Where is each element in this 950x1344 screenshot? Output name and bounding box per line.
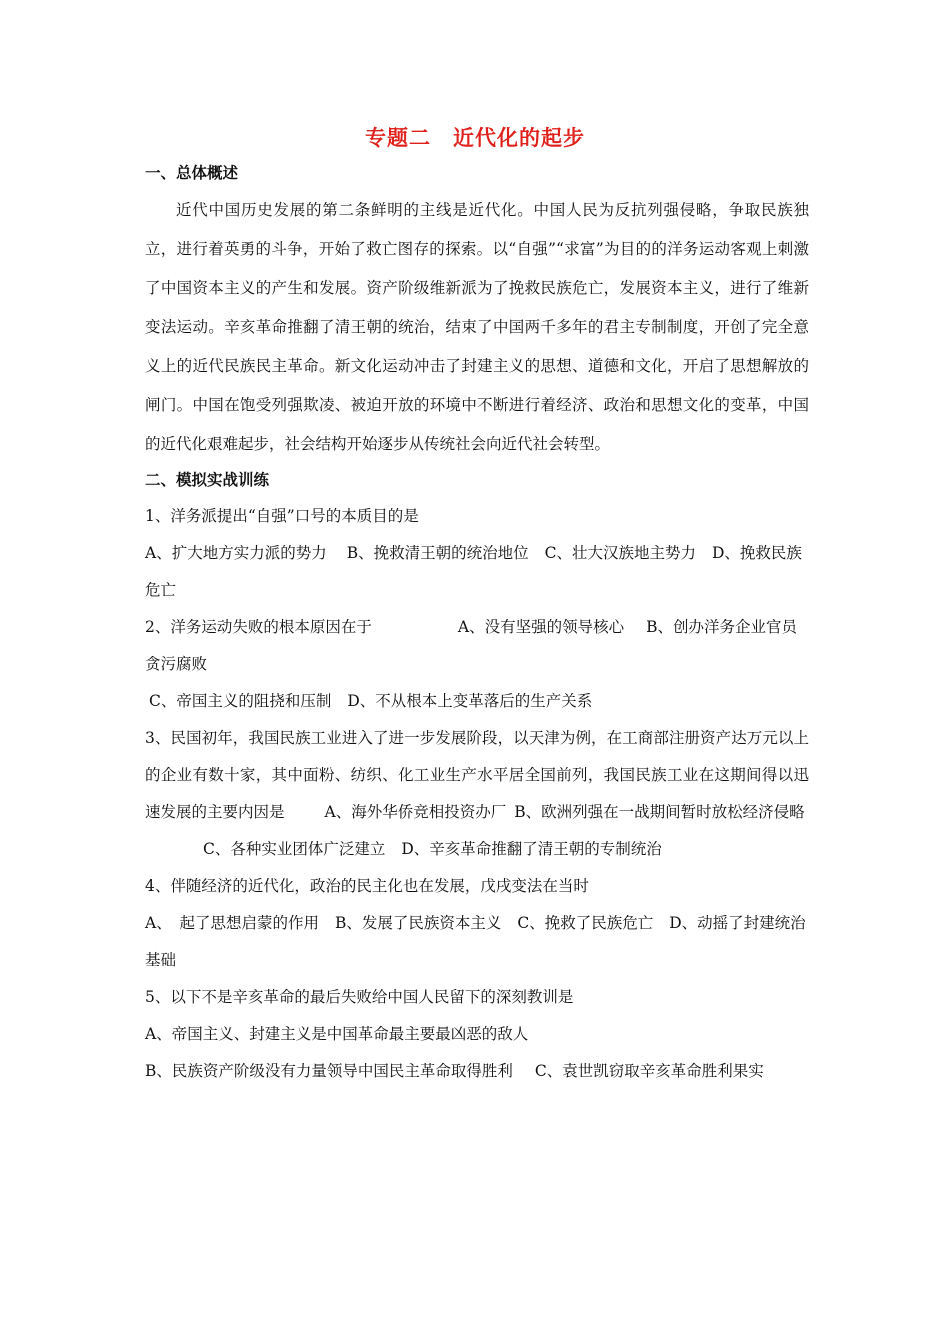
option-a: A、 起了思想启蒙的作用 <box>145 914 319 932</box>
question-stem: 3、民国初年，我国民族工业进入了进一步发展阶段，以天津为例，在工商部注册资产达万元以上的企业有数十家，其中面粉、纺织、化工业生产水平居全国前列，我国民族工业在这期间得以迅速发展的主要内因是 <box>145 729 809 821</box>
question-2 <box>145 609 809 720</box>
option-b: B、挽救清王朝的统治地位 <box>346 544 529 562</box>
option-a: A、没有坚强的领导核心 <box>457 618 625 636</box>
question-1 <box>145 498 809 609</box>
question-stem: 4、伴随经济的近代化，政治的民主化也在发展，戊戌变法在当时 <box>145 877 589 895</box>
option-d: D、辛亥革命推翻了清王朝的专制统治 <box>401 840 662 858</box>
question-options <box>145 905 809 979</box>
document-body <box>145 161 809 1090</box>
option-c: C、袁世凯窃取辛亥革命胜利果实 <box>534 1062 764 1080</box>
question-options <box>145 683 809 720</box>
option-c: C、帝国主义的阻挠和压制 <box>149 692 332 710</box>
overview-paragraph: 近代中国历史发展的第二条鲜明的主线是近代化。中国人民为反抗列强侵略，争取民族独立，进行着英勇的斗争，开始了救亡图存的探索。以“自强”“求富”为目的的洋务运动客观上刺激了中国资本主义的产生和发展。资产阶级维新派为了挽救民族危亡，发展资本主义，进行了维新变法运动。辛亥革命推翻了清王朝的统治，结束了中国两千多年的君主专制制度，开创了完全意义上的近代民族民主革命。新文化运动冲击了封建主义的思想、道德和文化，开启了思想解放的闸门。中国在饱受列强欺凌、被迫开放的环境中不断进行着经济、政治和思想文化的变革，中国的近代化艰难起步，社会结构开始逐步从传统社会向近代社会转型。 <box>145 201 809 453</box>
question-options <box>145 1053 809 1090</box>
question-3 <box>145 720 809 868</box>
question-stem: 1、洋务派提出“自强”口号的本质目的是 <box>145 507 419 525</box>
page-title: 专题二 近代化的起步 <box>365 126 585 150</box>
question-options <box>145 609 809 683</box>
section-heading-practice: 二、模拟实战训练 <box>145 471 270 489</box>
option-a: A、扩大地方实力派的势力 <box>145 544 327 562</box>
option-b: B、欧洲列强在一战期间暂时放松经济侵略 <box>514 803 805 821</box>
question-stem: 5、以下不是辛亥革命的最后失败给中国人民留下的深刻教训是 <box>145 988 574 1006</box>
question-4 <box>145 868 809 979</box>
question-options <box>145 720 809 831</box>
question-5 <box>145 979 809 1090</box>
question-stem: 2、洋务运动失败的根本原因在于 <box>145 618 372 636</box>
option-b: B、民族资产阶级没有力量领导中国民主革命取得胜利 <box>145 1062 513 1080</box>
option-c: C、挽救了民族危亡 <box>517 914 654 932</box>
option-c: C、各种实业团体广泛建立 <box>203 840 386 858</box>
option-b: B、发展了民族资本主义 <box>334 914 502 932</box>
section-heading-overview: 一、总体概述 <box>145 164 239 182</box>
question-options <box>145 831 809 868</box>
option-c: C、壮大汉族地主势力 <box>544 544 696 562</box>
option-a: A、帝国主义、封建主义是中国革命最主要最凶恶的敌人 <box>145 1025 529 1043</box>
option-d: D、不从根本上变革落后的生产关系 <box>347 692 593 710</box>
option-a: A、海外华侨竞相投资办厂 <box>324 803 507 821</box>
question-options <box>145 1016 809 1053</box>
option-b: B、创办洋务企业官员贪污腐败 <box>145 618 797 673</box>
question-options <box>145 535 809 609</box>
option-d: D、挽救民族危亡 <box>145 544 802 599</box>
option-d: D、动摇了封建统治基础 <box>145 914 806 969</box>
